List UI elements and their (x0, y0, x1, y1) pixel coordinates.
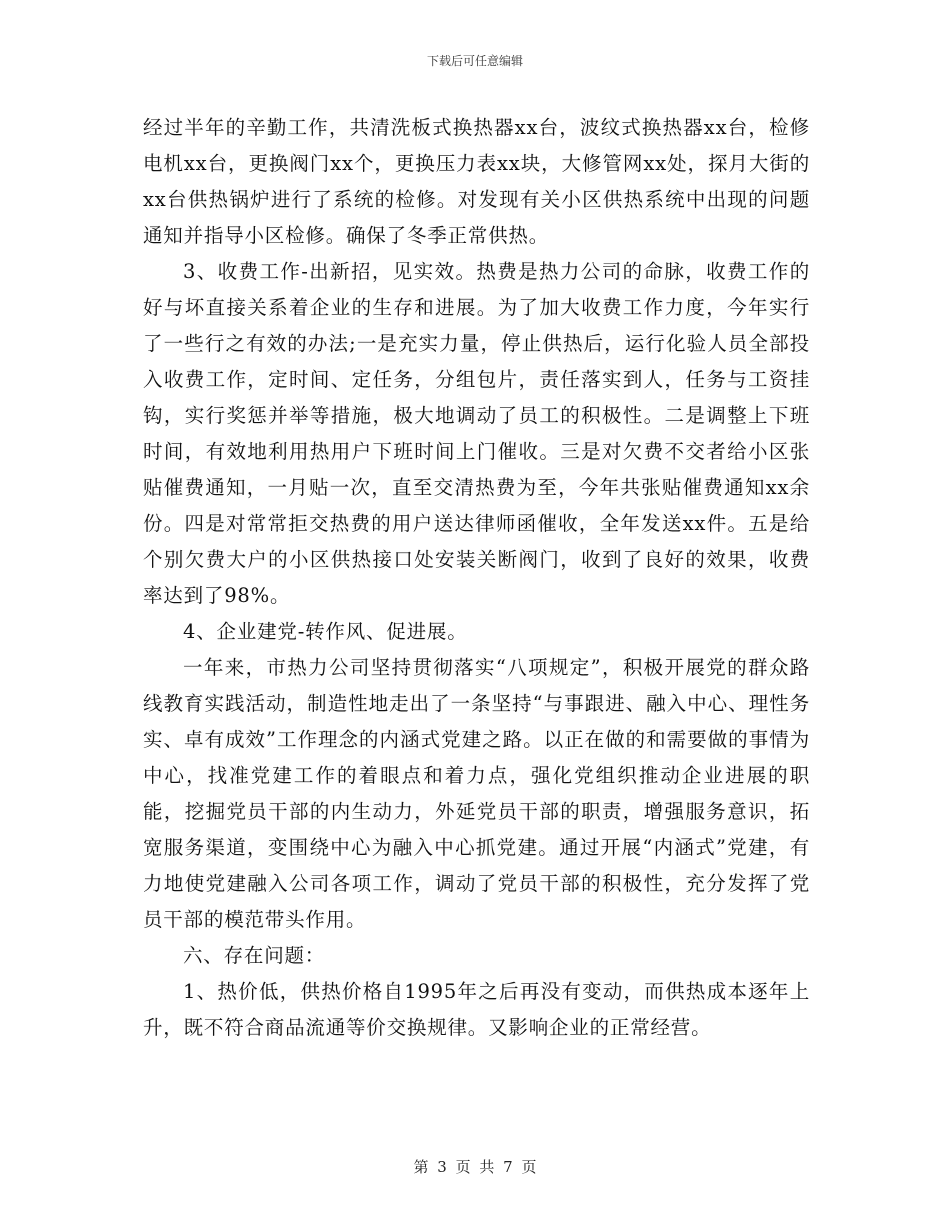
section-heading-issues: 六、存在问题： (183, 944, 326, 967)
page-number: 第 3 页 共 7 页 (413, 1158, 537, 1176)
paragraph-party-building-heading: 4、企业建党-转作风、促进展。 (183, 620, 468, 643)
paragraph-party-building: 一年来，市热力公司坚持贯彻落实“八项规定”，积极开展党的群众路线教育实践活动，制造性地走出了一条坚持“与事跟进、融入中心、理性务实、卓有成效”工作理念的内涵式党建之路。以正在做的和需要做的事情为中心，找准党建工作的着眼点和着力点，强化党组织推动企业进展的职能，挖掘党员干部的内生动力，外延党员干部的职责，增强服务意识，拓宽服务渠道，变围绕中心为融入中心抓党建。通过开展“内涵式”党建，有力地使党建融入公司各项工作，调动了党员干部的积极性，充分发挥了党员干部的模范带头作用。 (143, 656, 810, 931)
paragraph-heat-price: 1、热价低，供热价格自1995年之后再没有变动，而供热成本逐年上升，既不符合商品流通等价交换规律。又影响企业的正常经营。 (143, 980, 810, 1039)
paragraph-continuation: 经过半年的辛勤工作，共清洗板式换热器xx台，波纹式换热器xx台，检修电机xx台，更换阀门xx个，更换压力表xx块，大修管网xx处，探月大街的xx台供热锅炉进行了系统的检修。对发现有关小区供热系统中出现的问题通知并指导小区检修。确保了冬季正常供热。 (143, 116, 810, 247)
paragraph-fee-collection: 3、收费工作-出新招，见实效。热费是热力公司的命脉，收费工作的好与坏直接关系着企业的生存和进展。为了加大收费工作力度，今年实行了一些行之有效的办法;一是充实力量，停止供热后，运行化验人员全部投入收费工作，定时间、定任务，分组包片，责任落实到人，任务与工资挂钩，实行奖惩并举等措施，极大地调动了员工的积极性。二是调整上下班时间，有效地利用热用户下班时间上门催收。三是对欠费不交者给小区张贴催费通知，一月贴一次，直至交清热费为至，今年共张贴催费通知xx余份。四是对常常拒交热费的用户送达律师函催收，全年发送xx件。五是给个别欠费大户的小区供热接口处安装关断阀门，收到了良好的效果，收费率达到了98%。 (143, 260, 810, 607)
document-body (143, 110, 810, 1046)
page-header-note: 下载后可任意编辑 (426, 54, 523, 68)
